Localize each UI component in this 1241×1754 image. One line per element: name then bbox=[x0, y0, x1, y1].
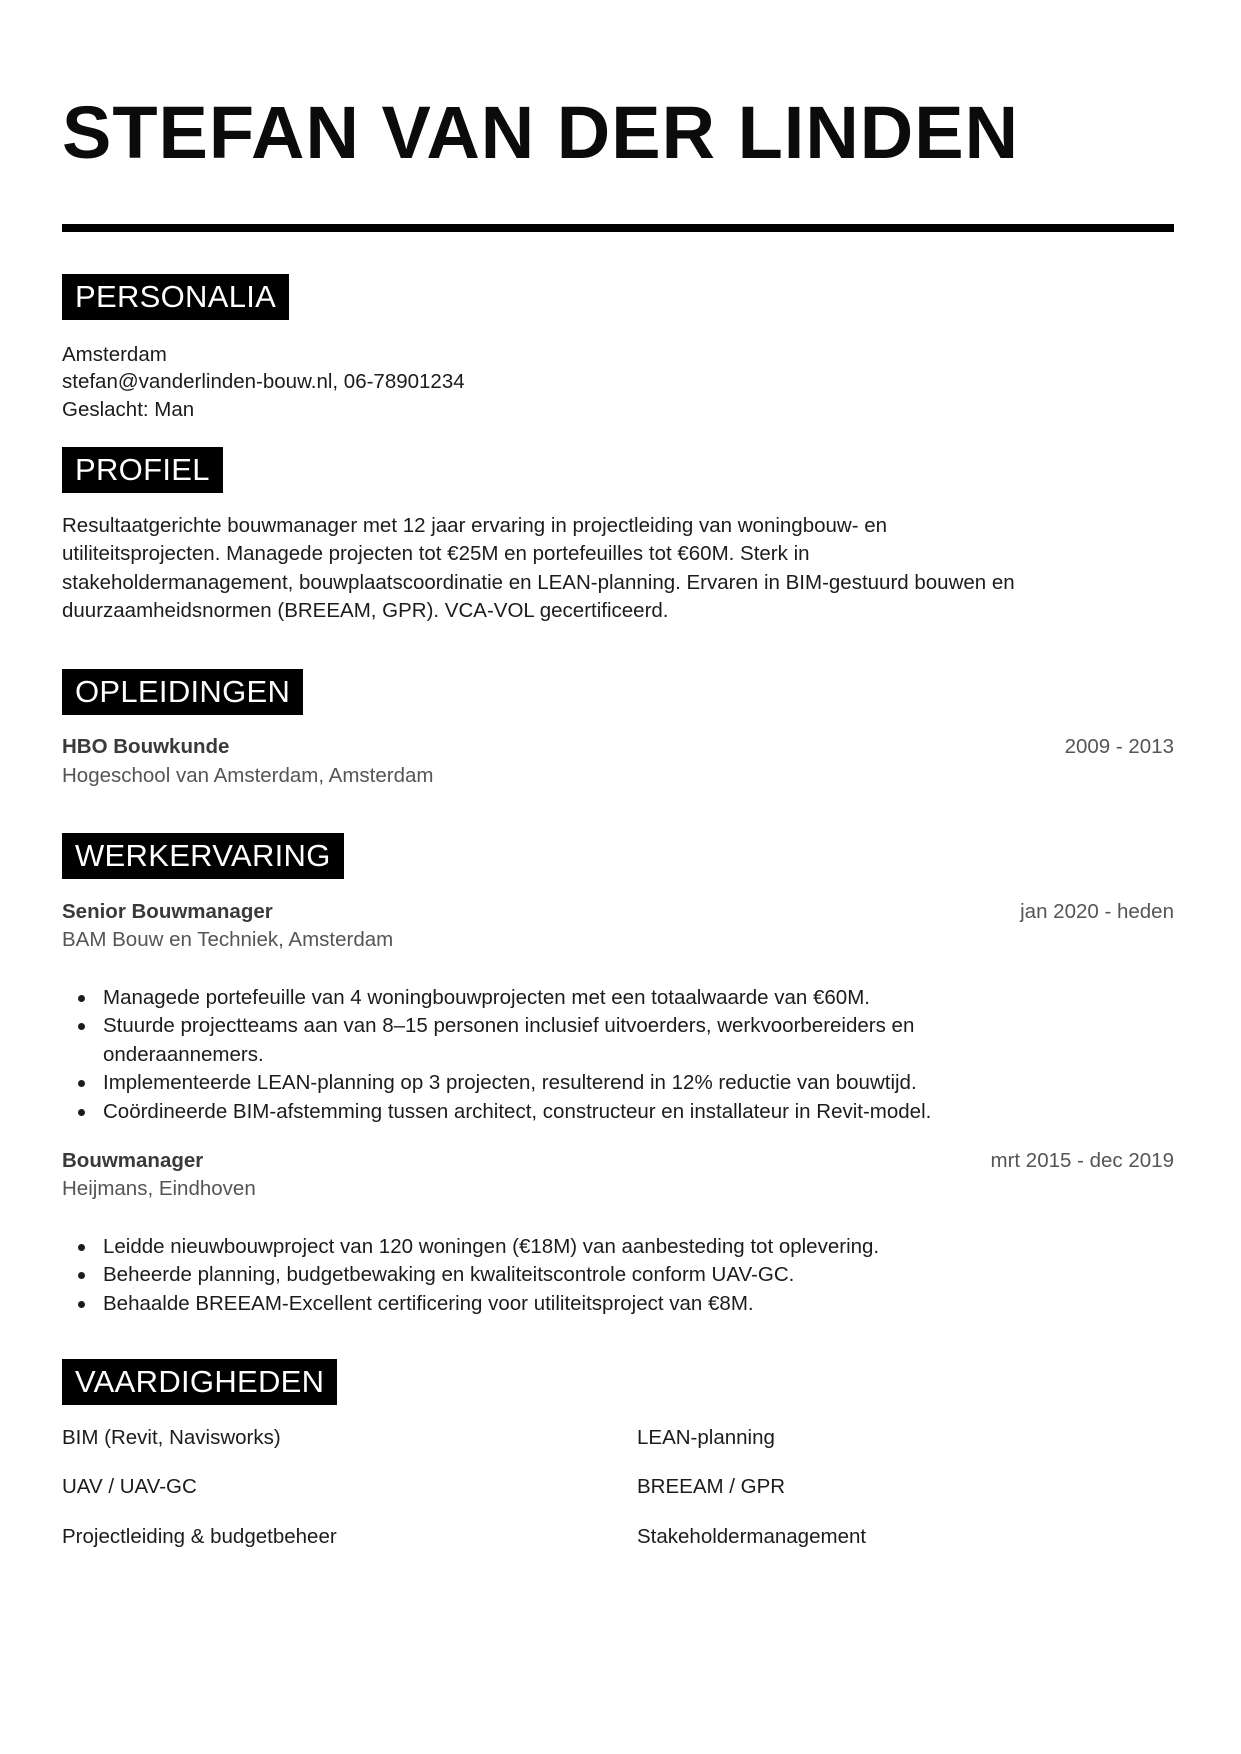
personal-city: Amsterdam bbox=[62, 343, 167, 366]
job-bullet-continuation: onderaannemers. bbox=[103, 1043, 264, 1066]
job-period: jan 2020 - heden bbox=[1020, 900, 1174, 923]
bullet-marker bbox=[78, 1080, 85, 1087]
candidate-name: STEFAN VAN DER LINDEN bbox=[62, 91, 1020, 174]
skill-item: UAV / UAV-GC bbox=[62, 1475, 197, 1498]
bullet-marker bbox=[78, 995, 85, 1002]
job-bullet: Beheerde planning, budgetbewaking en kwaliteitscontrole conform UAV-GC. bbox=[103, 1263, 795, 1286]
bullet-marker bbox=[78, 1023, 85, 1030]
profile-text-line: Resultaatgerichte bouwmanager met 12 jaar ervaring in projectleiding van woningbouw- en bbox=[62, 514, 888, 537]
job-title: Senior Bouwmanager bbox=[62, 900, 273, 923]
job-title: Bouwmanager bbox=[62, 1149, 204, 1172]
job-bullet: Coördineerde BIM-afstemming tussen architect, constructeur en installateur in Revit-model. bbox=[103, 1100, 932, 1123]
bullet-marker bbox=[78, 1109, 85, 1116]
bullet-marker bbox=[78, 1301, 85, 1308]
education-period: 2009 - 2013 bbox=[1064, 735, 1174, 758]
bullet-marker bbox=[78, 1244, 85, 1251]
skill-item: Projectleiding & budgetbeheer bbox=[62, 1525, 337, 1548]
section-heading-personalia: PERSONALIA bbox=[62, 274, 289, 320]
skill-item: LEAN-planning bbox=[637, 1426, 775, 1449]
job-bullet: Leidde nieuwbouwproject van 120 woningen (€18M) van aanbesteding tot oplevering. bbox=[103, 1235, 880, 1258]
section-heading-opleidingen: OPLEIDINGEN bbox=[62, 669, 303, 715]
skill-item: BREEAM / GPR bbox=[637, 1475, 786, 1498]
job-period: mrt 2015 - dec 2019 bbox=[990, 1149, 1174, 1172]
profile-text-line: utiliteitsprojecten. Managede projecten tot €25M en portefeuilles tot €60M. Sterk in bbox=[62, 542, 810, 565]
job-bullet: Stuurde projectteams aan van 8–15 personen inclusief uitvoerders, werkvoorbereiders en bbox=[103, 1014, 915, 1037]
section-heading-vaardigheden: VAARDIGHEDEN bbox=[62, 1359, 337, 1405]
education-title: HBO Bouwkunde bbox=[62, 735, 230, 758]
header-divider bbox=[62, 224, 1174, 232]
section-heading-werkervaring: WERKERVARING bbox=[62, 833, 344, 879]
job-company: BAM Bouw en Techniek, Amsterdam bbox=[62, 928, 394, 951]
job-bullet: Behaalde BREEAM-Excellent certificering voor utiliteitsproject van €8M. bbox=[103, 1292, 754, 1315]
job-bullet: Implementeerde LEAN-planning op 3 projecten, resulterend in 12% reductie van bouwtijd. bbox=[103, 1071, 917, 1094]
bullet-marker bbox=[78, 1272, 85, 1279]
job-company: Heijmans, Eindhoven bbox=[62, 1177, 256, 1200]
profile-text-line: duurzaamheidsnormen (BREEAM, GPR). VCA-VOL gecertificeerd. bbox=[62, 599, 669, 622]
skill-item: BIM (Revit, Navisworks) bbox=[62, 1426, 281, 1449]
skill-item: Stakeholdermanagement bbox=[637, 1525, 867, 1548]
personal-gender: Geslacht: Man bbox=[62, 398, 195, 421]
job-bullet: Managede portefeuille van 4 woningbouwprojecten met een totaalwaarde van €60M. bbox=[103, 986, 870, 1009]
section-heading-profiel: PROFIEL bbox=[62, 447, 223, 493]
education-institution: Hogeschool van Amsterdam, Amsterdam bbox=[62, 764, 434, 787]
personal-contact: stefan@vanderlinden-bouw.nl, 06-78901234 bbox=[62, 370, 465, 393]
profile-text-line: stakeholdermanagement, bouwplaatscoordinatie en LEAN-planning. Ervaren in BIM-gestuurd bouwen en bbox=[62, 571, 1015, 594]
